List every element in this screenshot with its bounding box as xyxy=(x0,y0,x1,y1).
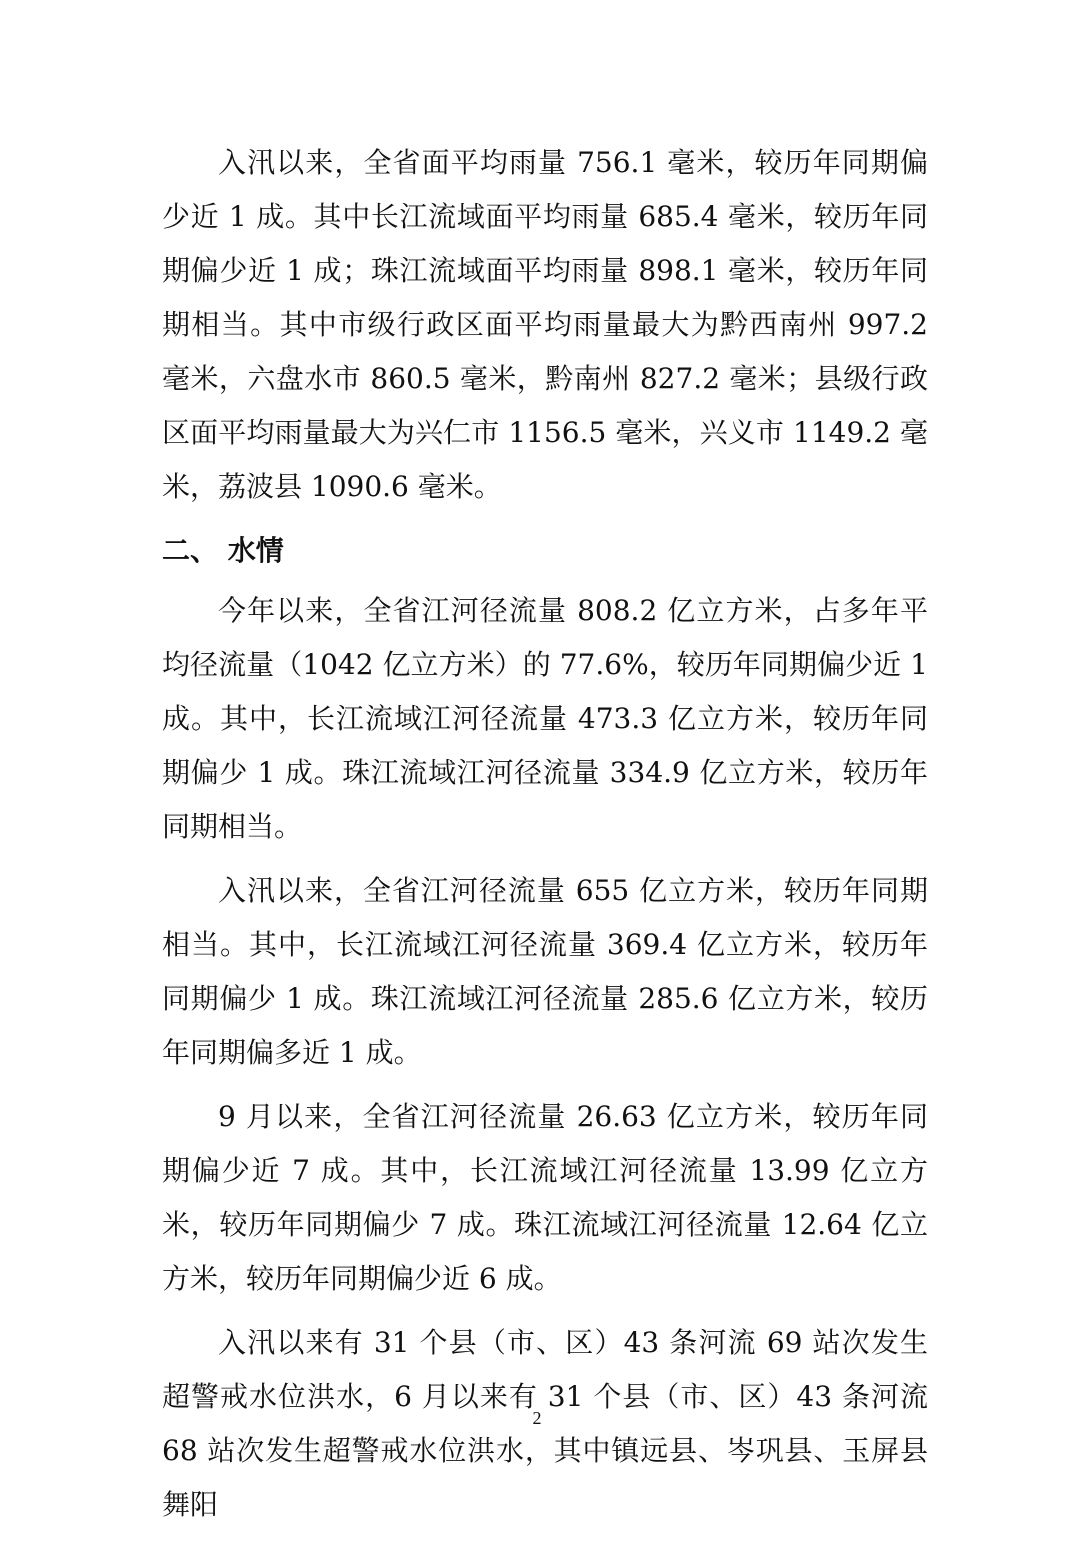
paragraph-runoff-year: 今年以来，全省江河径流量 808.2 亿立方米，占多年平均径流量（1042 亿立方米）的 77.6%，较历年同期偏少近 1 成。其中，长江流域江河径流量 473.3 亿立方米，较历年同期偏少 1 成。珠江流域江河径流量 334.9 亿立方米，较历年同期相当。 xyxy=(162,594,928,843)
document-body xyxy=(162,136,928,1542)
paragraph-runoff-flood-season: 入汛以来，全省江河径流量 655 亿立方米，较历年同期相当。其中，长江流域江河径流量 369.4 亿立方米，较历年同期偏少 1 成。珠江流域江河径流量 285.6 亿立方米，较历年同期偏多近 1 成。 xyxy=(162,874,928,1069)
paragraph-runoff-september: 9 月以来，全省江河径流量 26.63 亿立方米，较历年同期偏少近 7 成。其中，长江流域江河径流量 13.99 亿立方米，较历年同期偏少 7 成。珠江流域江河径流量 12.64 亿立方米，较历年同期偏少近 6 成。 xyxy=(162,1100,928,1295)
page-number: 2 xyxy=(532,1408,542,1428)
paragraph-warning-floods: 入汛以来有 31 个县（市、区）43 条河流 69 站次发生超警戒水位洪水，6 月以来有 31 个县（市、区）43 条河流 68 站次发生超警戒水位洪水，其中镇远县、岑巩县、玉屏县舞阳 xyxy=(162,1326,928,1521)
paragraph-rainfall: 入汛以来，全省面平均雨量 756.1 毫米，较历年同期偏少近 1 成。其中长江流域面平均雨量 685.4 毫米，较历年同期偏少近 1 成；珠江流域面平均雨量 898.1 毫米，较历年同期相当。其中市级行政区面平均雨量最大为黔西南州 997.2 毫米，六盘水市 860.5 毫米，黔南州 827.2 毫米；县级行政区面平均雨量最大为兴仁市 1156.5 毫米，兴义市 1149.2 毫米，荔波县 1090.6 毫米。 xyxy=(162,146,928,503)
section-heading-water: 二、 水情 xyxy=(162,534,284,567)
